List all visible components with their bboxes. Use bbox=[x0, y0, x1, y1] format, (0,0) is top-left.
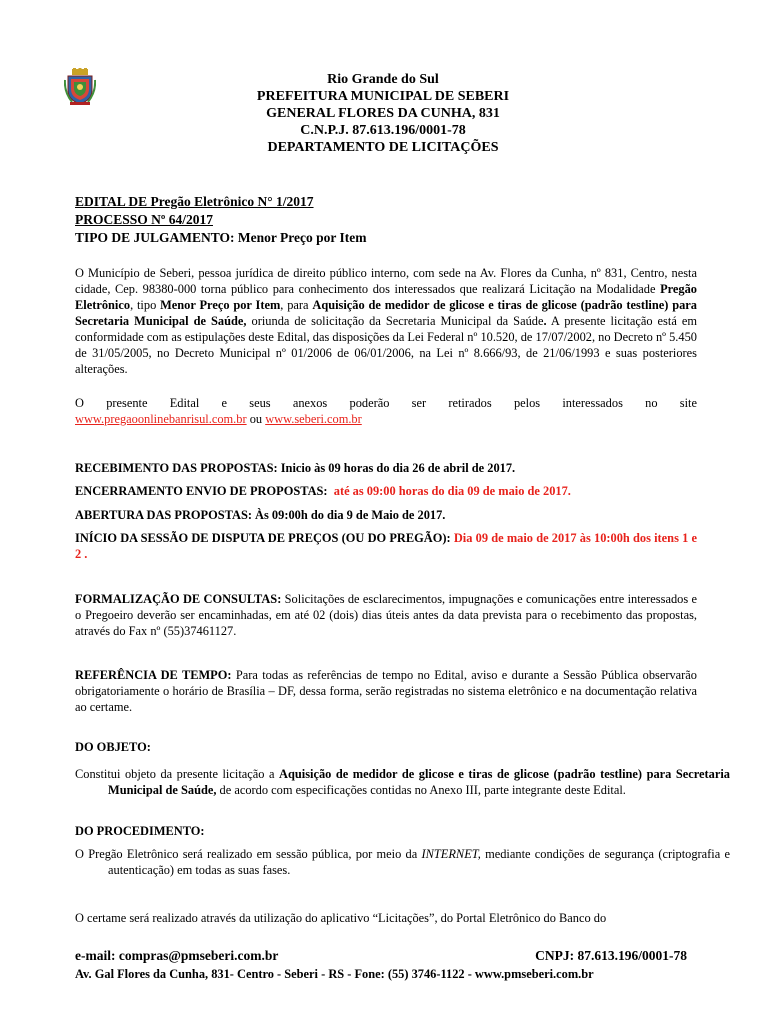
header-prefeitura: PREFEITURA MUNICIPAL DE SEBERI bbox=[256, 89, 510, 104]
object-text-1: Constitui objeto da presente licitação a bbox=[75, 767, 280, 781]
procedure-text-1: O Pregão Eletrônico será realizado em sessão pública, por meio da bbox=[75, 847, 422, 861]
process-number: PROCESSO Nº 64/2017 bbox=[75, 212, 213, 227]
site-word: presente bbox=[106, 396, 148, 410]
site-or: ou bbox=[246, 412, 266, 426]
site-word: anexos bbox=[292, 396, 328, 410]
intro-text-3: , para bbox=[280, 298, 313, 312]
footer-email: e-mail: compras@pmseberi.com.br bbox=[75, 948, 279, 963]
procedure-paragraph bbox=[75, 846, 730, 878]
object-bold: Aquisição de medidor de glicose e tiras de glicose (padrão testline) para Secretaria Municipal de Saúde, bbox=[108, 767, 731, 797]
object-text-2: de acordo com especificações contidas no Anexo III, parte integrante deste Edital. bbox=[216, 783, 626, 797]
site-word: no bbox=[645, 396, 658, 410]
consultations-label: FORMALIZAÇÃO DE CONSULTAS: bbox=[75, 592, 282, 606]
seberi-link[interactable]: www.seberi.com.br bbox=[265, 412, 362, 426]
site-paragraph bbox=[75, 395, 697, 427]
intro-type: Menor Preço por Item bbox=[160, 298, 281, 312]
footer-cnpj: CNPJ: 87.613.196/0001-78 bbox=[535, 948, 687, 963]
object-heading: DO OBJETO: bbox=[75, 740, 151, 754]
footer-address: Av. Gal Flores da Cunha, 831- Centro - Seberi - RS - Fone: (55) 3746-1122 - www.pmseberi.com.br bbox=[75, 967, 594, 981]
intro-period: . bbox=[543, 314, 547, 328]
intro-text-4: oriunda de solicitação da Secretaria Municipal da Saúde bbox=[246, 314, 544, 328]
banrisul-link[interactable]: www.pregaoonlinebanrisul.com.br bbox=[75, 412, 247, 426]
closing-value: até as 09:00 horas do dia 09 de maio de 2017. bbox=[333, 484, 571, 498]
object-paragraph bbox=[75, 766, 730, 798]
intro-text-5: A presente licitação está em conformidade com as estipulações deste Edital, das disposições da Lei Federal nº 10.520, de 17/07/2002, no Decreto nº 5.450 de 31/05/2005, no Decreto Municipal nº 01/2006 de 06/01/2006, na Lei nº 8.666/93, de 21/06/1993 e suas posteriores alterações. bbox=[75, 314, 697, 376]
opening-date: ABERTURA DAS PROPOSTAS: Às 09:00h do dia 9 de Maio de 2017. bbox=[75, 508, 446, 522]
site-word: ser bbox=[411, 396, 427, 410]
edital-title-block bbox=[75, 193, 697, 247]
site-word: Edital bbox=[169, 396, 200, 410]
site-word: retirados bbox=[448, 396, 492, 410]
edital-number: EDITAL DE Pregão Eletrônico N° 1/2017 bbox=[75, 194, 314, 209]
header-state: Rio Grande do Sul bbox=[327, 72, 439, 87]
header-address: GENERAL FLORES DA CUNHA, 831 bbox=[266, 106, 500, 121]
document-header bbox=[110, 71, 656, 156]
intro-modality: Pregão Eletrônico bbox=[75, 282, 697, 312]
intro-paragraph bbox=[75, 265, 697, 377]
site-word: seus bbox=[249, 396, 271, 410]
procedure-text-2: mediante condições de segurança (criptografia e autenticação) em todas as suas fases. bbox=[108, 847, 730, 877]
session-start bbox=[75, 530, 697, 562]
consultations-text: Solicitações de esclarecimentos, impugnações e comunicações entre interessados e o Pregoeiro deverão ser encaminhadas, em até 02 (dois) dias úteis antes da data prevista para o recebimento das propostas, através do Fax nº (55)37461127. bbox=[75, 592, 697, 638]
time-reference-label: REFERÊNCIA DE TEMPO: bbox=[75, 668, 232, 682]
municipal-coat-of-arms-icon bbox=[64, 68, 96, 106]
intro-text-1: O Município de Seberi, pessoa jurídica de direito público interno, com sede na Av. Flores da Cunha, nº 831, Centro, nesta cidade, Cep. 98380-000 torna público para conhecimento dos interessados que realizará Licitação na Modalidade bbox=[75, 266, 697, 296]
consultations-paragraph bbox=[75, 591, 697, 639]
intro-text-2: , tipo bbox=[130, 298, 161, 312]
time-reference-text: Para todas as referências de tempo no Edital, aviso e durante a Sessão Pública observarão obrigatoriamente o horário de Brasília – DF, dessa forma, serão registradas no sistema eletrônico e na documentação relativa ao certame. bbox=[75, 668, 697, 714]
header-department: DEPARTAMENTO DE LICITAÇÕES bbox=[267, 140, 499, 155]
closing-label: ENCERRAMENTO ENVIO DE PROPOSTAS: bbox=[75, 484, 328, 498]
footer-contacts bbox=[75, 948, 687, 964]
site-line bbox=[75, 395, 697, 411]
session-label: INÍCIO DA SESSÃO DE DISPUTA DE PREÇOS (OU DO PREGÃO): bbox=[75, 531, 451, 545]
site-word: poderão bbox=[349, 396, 390, 410]
receipt-date: RECEBIMENTO DAS PROPOSTAS: Inicio às 09 horas do dia 26 de abril de 2017. bbox=[75, 461, 516, 475]
certame-paragraph: O certame será realizado através da utilização do aplicativo “Licitações”, do Portal Eletrônico do Banco do bbox=[75, 911, 607, 925]
judgment-type: TIPO DE JULGAMENTO: Menor Preço por Item bbox=[75, 230, 367, 245]
session-value: Dia 09 de maio de 2017 às 10:00h dos itens 1 e 2 . bbox=[75, 531, 698, 561]
closing-date bbox=[75, 483, 697, 499]
procedure-heading: DO PROCEDIMENTO: bbox=[75, 824, 205, 838]
site-word: site bbox=[679, 396, 697, 410]
site-word: pelos bbox=[513, 396, 541, 410]
procedure-internet: INTERNET, bbox=[421, 847, 481, 861]
time-reference-paragraph bbox=[75, 667, 697, 715]
intro-object: Aquisição de medidor de glicose e tiras de glicose (padrão testline) para Secretaria Municipal de Saúde, bbox=[75, 298, 697, 328]
header-cnpj: C.N.P.J. 87.613.196/0001-78 bbox=[300, 123, 466, 138]
site-word: e bbox=[221, 396, 228, 410]
site-word: interessados bbox=[562, 396, 623, 410]
site-word: O bbox=[75, 396, 84, 410]
